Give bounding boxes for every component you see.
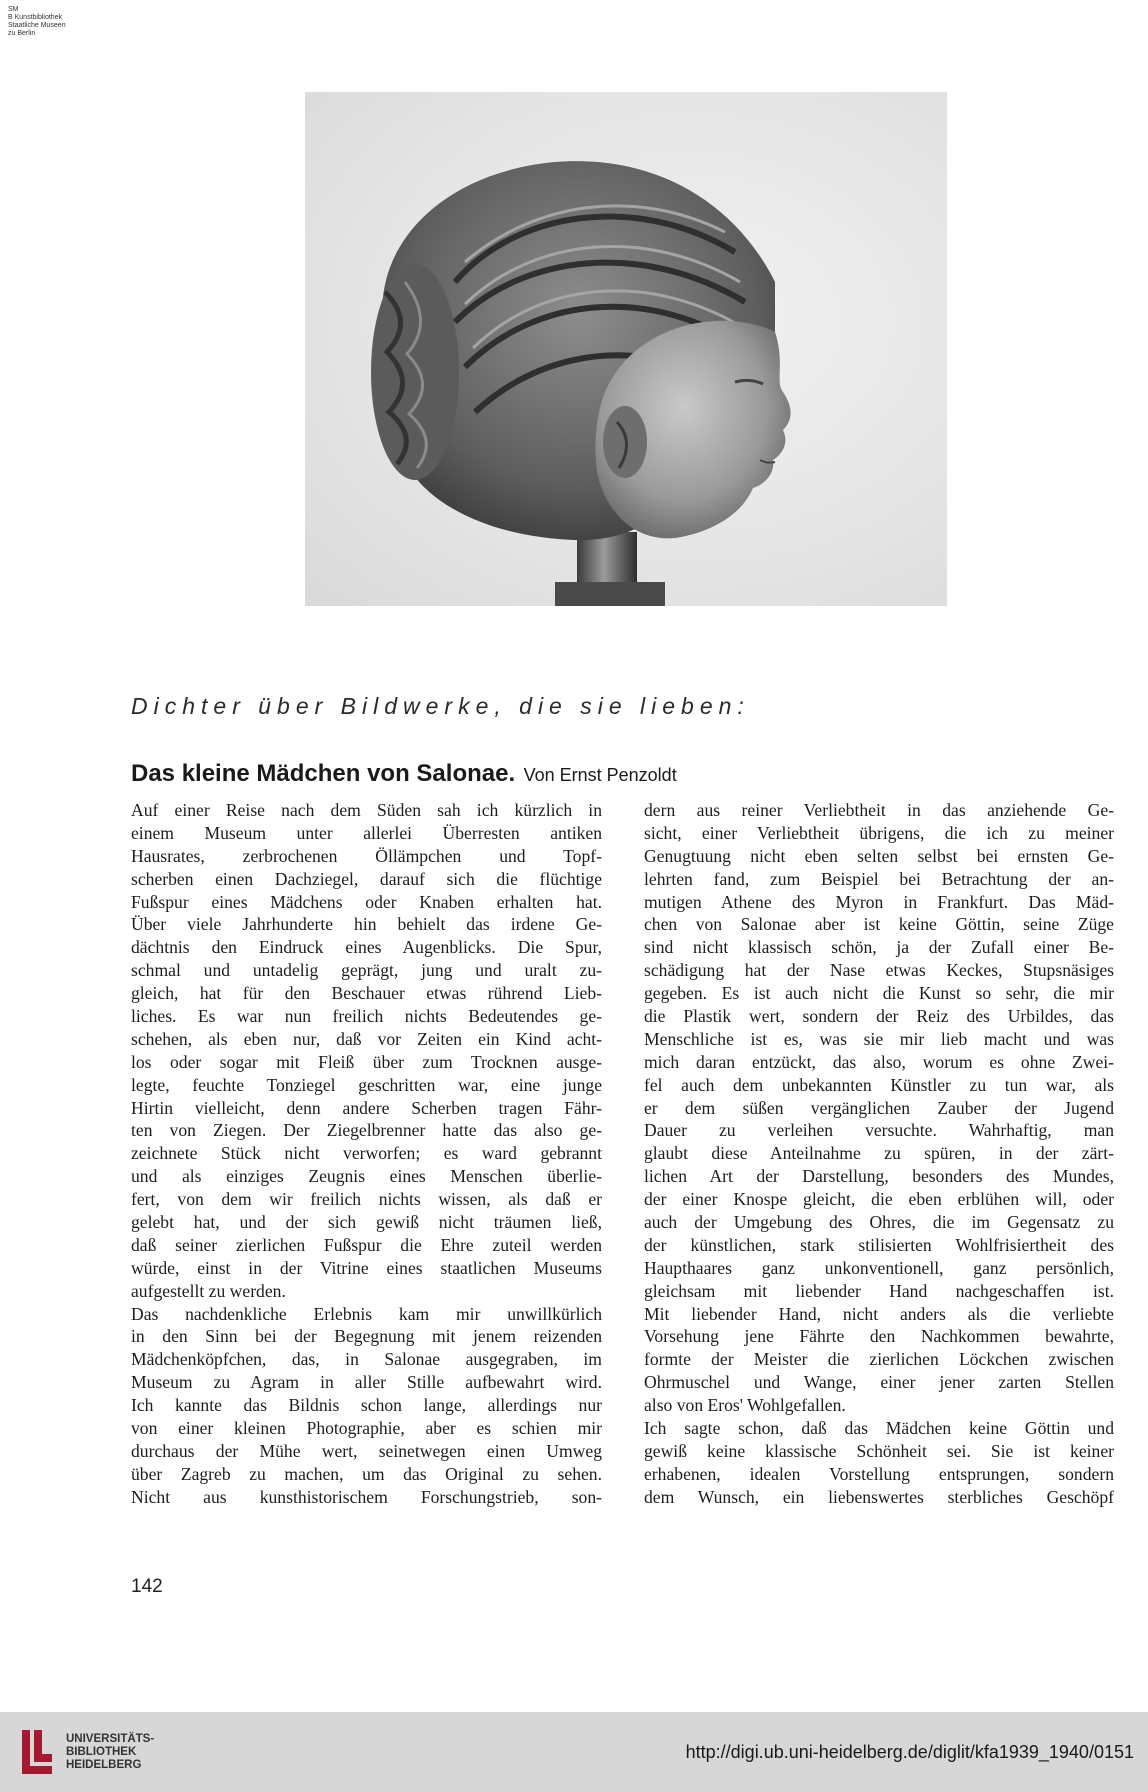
text-line: würde, einst in der Vitrine eines staatlichen Museums xyxy=(131,1257,602,1278)
text-line: fert, von dem wir freilich nichts wissen, als daß er xyxy=(131,1189,602,1210)
library-name xyxy=(66,1733,266,1772)
stamp-line: SM xyxy=(8,6,19,13)
text-line: sicht, einer Verliebtheit übrigens, die ich zu meiner xyxy=(644,822,1114,843)
text-line: über Zagreb zu machen, um das Original zu sehen. xyxy=(131,1463,602,1484)
text-line: auch der Umgebung des Ohres, die im Gegensatz zu xyxy=(644,1212,1114,1233)
text-line: Vorsehung jene Fährte den Nachkommen bewahrte, xyxy=(644,1326,1114,1347)
text-line: zeichnete Stück nicht verworfen; es ward gebrannt xyxy=(131,1143,602,1164)
library-stamp xyxy=(8,6,98,38)
text-line: Museum zu Agram in aller Stille aufbewahrt wird. xyxy=(131,1372,602,1393)
text-line: gleich, hat für den Beschauer etwas rührend Lieb- xyxy=(131,983,602,1004)
library-name-line: UNIVERSITÄTS- xyxy=(66,1733,155,1745)
text-line: fel auch dem unbekannten Künstler zu tun war, als xyxy=(644,1074,1114,1095)
text-line: Haupthaares ganz unkonventionell, ganz persönlich, xyxy=(644,1257,1114,1278)
text-line: gleichsam mit liebender Hand nachgeschaffen ist. xyxy=(644,1280,1114,1301)
text-line: und als einziges Zeugnis eines Menschen überlie- xyxy=(131,1166,602,1187)
text-line: Fußspur eines Mädchens oder Knaben erhalten hat. xyxy=(131,891,602,912)
text-line: legte, feuchte Tonziegel geschritten war, eine junge xyxy=(131,1074,602,1095)
left-column xyxy=(131,799,602,1509)
text-line: erhabenen, idealen Vorstellung entsprungen, sondern xyxy=(644,1463,1114,1484)
marble-head-of-girl-icon xyxy=(305,92,947,606)
article-heading xyxy=(131,760,1031,788)
text-line: formte der Meister die zierlichen Löckchen zwischen xyxy=(644,1349,1114,1370)
text-line: dem Wunsch, ein liebenswertes sterbliches Geschöpf xyxy=(644,1486,1114,1507)
text-line: Ohrmuschel und Wange, einer jener zarten Stellen xyxy=(644,1372,1114,1393)
digitization-footer xyxy=(0,1712,1148,1792)
source-url-link[interactable]: http://digi.ub.uni-heidelberg.de/diglit/kfa1939_1940/0151 xyxy=(685,1742,1134,1762)
text-line: ten von Ziegen. Der Ziegelbrenner hatte das also ge- xyxy=(131,1120,602,1141)
text-line: scherben einen Dachziegel, darauf sich die flüchtige xyxy=(131,868,602,889)
text-line: er dem süßen vergänglichen Zauber der Jugend xyxy=(644,1097,1114,1118)
article-author: Von Ernst Penzoldt xyxy=(523,765,677,785)
text-line: Menschliche ist es, was sie mir lieb macht und was xyxy=(644,1028,1114,1049)
text-line: durchaus der Mühe wert, seinetwegen einen Umweg xyxy=(131,1440,602,1461)
text-line: die Plastik wert, sondern der Reiz des Urbildes, das xyxy=(644,1006,1114,1027)
page-number: 142 xyxy=(131,1576,163,1597)
text-line: Auf einer Reise nach dem Süden sah ich kürzlich in xyxy=(131,800,602,820)
text-line: der einer Knospe gleicht, die eben erblühen will, oder xyxy=(644,1189,1114,1210)
text-line: mutigen Athene des Myron in Frankfurt. Das Mäd- xyxy=(644,891,1114,912)
text-line: Ich sagte schon, daß das Mädchen keine Göttin und xyxy=(644,1418,1114,1439)
text-line: dächtnis den Eindruck eines Augenblicks. Die Spur, xyxy=(131,937,602,958)
article-title: Das kleine Mädchen von Salonae. xyxy=(131,760,516,787)
text-line: Über viele Jahrhunderte hin behielt das irdene Ge- xyxy=(131,914,602,935)
text-line: einem Museum unter allerlei Überresten antiken xyxy=(131,822,602,843)
text-line: lichen Art der Darstellung, besonders des Mundes, xyxy=(644,1166,1114,1187)
library-name-line: BIBLIOTHEK xyxy=(66,1746,137,1758)
sculpture-photo xyxy=(305,92,947,606)
text-line: lehrten fand, zum Beispiel bei Betrachtung der an- xyxy=(644,868,1114,889)
text-line: also von Eros' Wohlgefallen. xyxy=(644,1395,846,1416)
stamp-line: B Kunstbibliothek xyxy=(8,14,63,21)
text-line: sind nicht klassisch schön, ja der Zufall einer Be- xyxy=(644,937,1114,958)
text-line: chen von Salonae aber ist keine Göttin, seine Züge xyxy=(644,914,1114,935)
series-title: Dichter über Bildwerke, die sie lieben: xyxy=(131,693,750,719)
text-line: mich daran entzückt, das also, worum es ohne Zwei- xyxy=(644,1051,1114,1072)
right-column xyxy=(644,799,1114,1509)
text-line: Mit liebender Hand, nicht anders als die verliebte xyxy=(644,1303,1114,1324)
text-line: von einer kleinen Photographie, aber es schien mir xyxy=(131,1418,602,1439)
text-line: liches. Es war nun freilich nichts Bedeutendes ge- xyxy=(131,1006,602,1027)
text-line: Hausrates, zerbrochenen Öllämpchen und Topf- xyxy=(131,845,602,866)
text-line: schmal und untadelig geprägt, jung und uralt zu- xyxy=(131,960,602,981)
text-line: schehen, als eben nur, daß vor Zeiten ein Kind acht- xyxy=(131,1028,602,1049)
text-line: Hirtin vielleicht, denn andere Scherben tragen Fähr- xyxy=(131,1097,602,1118)
text-line: los oder sogar mit Fleiß über zum Trocknen ausge- xyxy=(131,1051,602,1072)
text-line: in den Sinn bei der Begegnung mit jenem reizenden xyxy=(131,1326,602,1347)
text-line: gegeben. Es ist auch nicht die Kunst so sehr, die mir xyxy=(644,983,1114,1004)
stamp-line: Staatliche Museen xyxy=(8,22,66,29)
text-line: dern aus reiner Verliebtheit in das anziehende Ge- xyxy=(644,800,1114,820)
stamp-line: zu Berlin xyxy=(8,30,36,37)
text-line: schädigung hat der Nase etwas Keckes, Stupsnäsiges xyxy=(644,960,1114,981)
text-line: Das nachdenkliche Erlebnis kam mir unwillkürlich xyxy=(131,1303,602,1324)
text-line: gewiß keine klassische Schönheit sei. Sie ist keiner xyxy=(644,1440,1114,1461)
text-line: Mädchenköpfchen, das, in Salonae ausgegraben, im xyxy=(131,1349,602,1370)
text-line: Dauer zu verleihen versuchte. Wahrhaftig, man xyxy=(644,1120,1114,1141)
text-line: glaubt diese Anteilnahme zu spüren, in der zärt- xyxy=(644,1143,1114,1164)
text-line: aufgestellt zu werden. xyxy=(131,1280,286,1301)
text-line: Ich kannte das Bildnis schon lange, allerdings nur xyxy=(131,1395,602,1416)
text-line: Genugtuung nicht eben selten selbst bei ernsten Ge- xyxy=(644,845,1114,866)
text-line: der künstlichen, stark stilisierten Wohlfrisiertheit des xyxy=(644,1234,1114,1255)
text-line: daß seiner zierlichen Fußspur die Ehre zuteil werden xyxy=(131,1234,602,1255)
university-logo-icon xyxy=(18,1726,56,1778)
text-line: Nicht aus kunsthistorischem Forschungstrieb, son- xyxy=(131,1486,602,1507)
library-name-line: HEIDELBERG xyxy=(66,1759,142,1771)
text-line: gelebt hat, und der sich gewiß nicht träumen ließ, xyxy=(131,1212,602,1233)
